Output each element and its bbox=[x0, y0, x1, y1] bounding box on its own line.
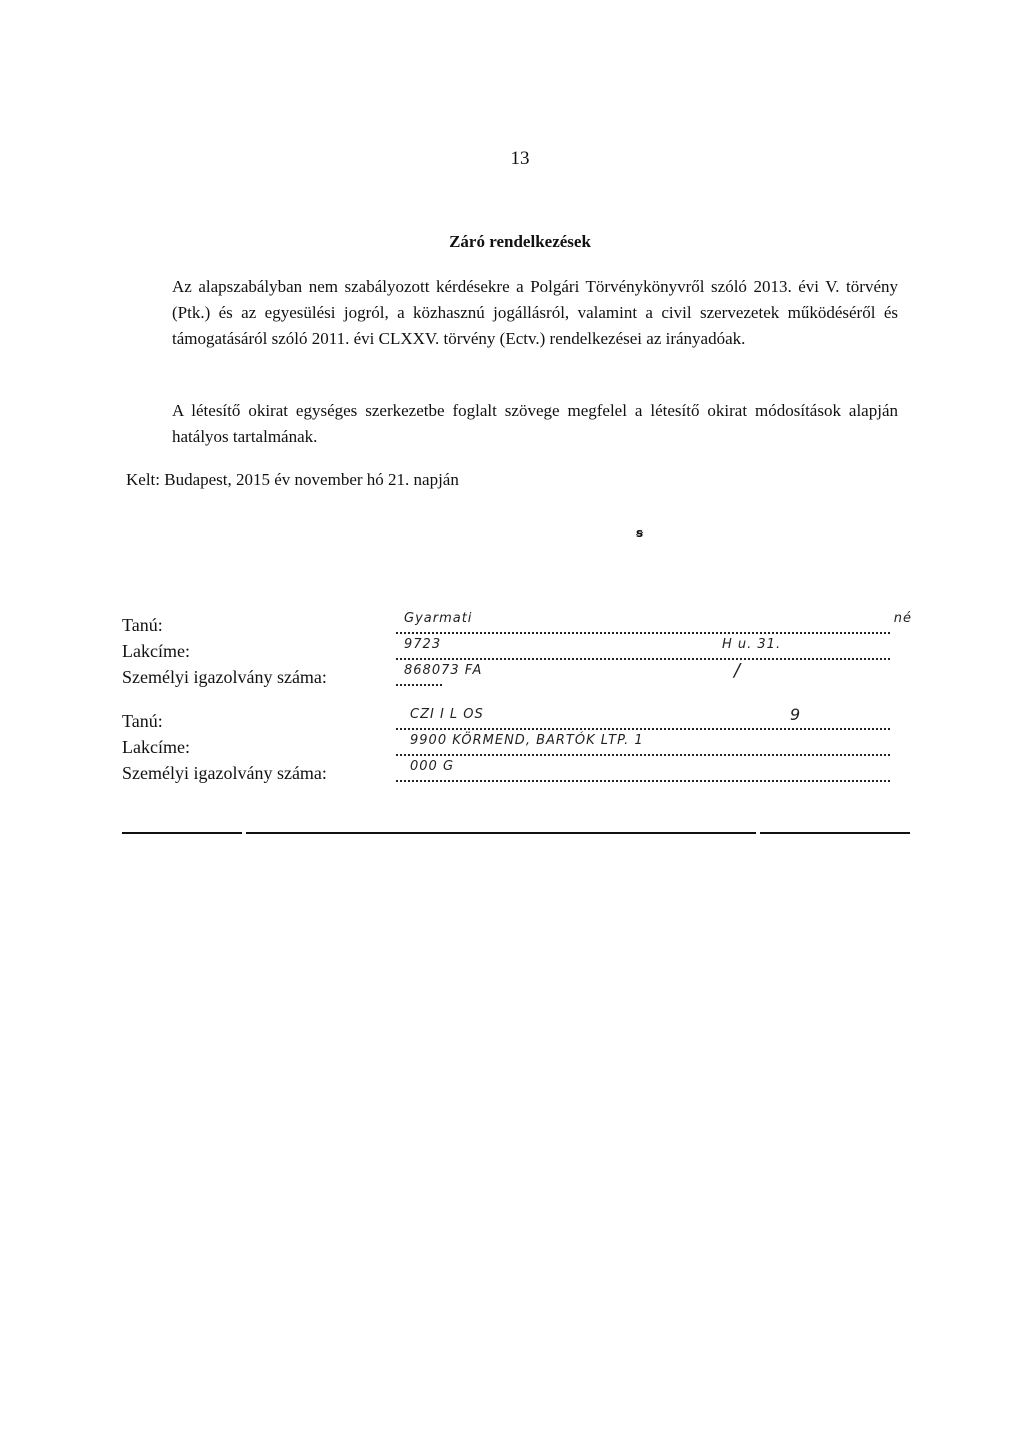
witness-id-row bbox=[122, 660, 912, 690]
witness-address-handwriting: 9723 bbox=[404, 637, 442, 652]
witness-address-handwriting-end: H u. 31. bbox=[722, 637, 782, 652]
section-title: Záró rendelkezések bbox=[449, 232, 591, 251]
date-place-line: Kelt: Budapest, 2015 év november hó 21. napján bbox=[126, 470, 459, 489]
witness-name-label: Tanú: bbox=[122, 615, 163, 635]
witness-name-handwriting: CZI I L OS bbox=[410, 707, 484, 722]
witness-address-handwriting: 9900 KÖRMEND, BARTÓK LTP. 1 bbox=[410, 733, 644, 748]
paragraph-consolidated-text: A létesítő okirat egységes szerkezetbe foglalt szövege megfelel a létesítő okirat módosítások alapján hatályos tartalmának. bbox=[172, 401, 898, 446]
witness-name-row bbox=[122, 612, 912, 638]
witness-name-handwriting: Gyarmati bbox=[404, 611, 473, 626]
witness-address-label: Lakcíme: bbox=[122, 641, 190, 661]
witness-id-label: Személyi igazolvány száma: bbox=[122, 763, 327, 783]
page-number: 13 bbox=[510, 148, 530, 169]
witness-id-handwriting: 868073 FA bbox=[404, 663, 483, 678]
witness-id-handwriting: 000 G bbox=[410, 759, 455, 774]
witness-name-label: Tanú: bbox=[122, 711, 163, 731]
bottom-rule-1 bbox=[122, 832, 242, 834]
bottom-rule-2 bbox=[246, 832, 756, 834]
address-line bbox=[396, 754, 890, 756]
witness-id-row bbox=[122, 760, 912, 786]
paragraph-applicable-law: Az alapszabályban nem szabályozott kérdésekre a Polgári Törvénykönyvről szóló 2013. évi V. törvény (Ptk.) és az egyesülési jogról, a közhasznú jogállásról, valamint a civil szervezetek működéséről és támogatásáról szóló 2011. évi CLXXV. törvény (Ectv.) rendelkezései az irányadóak. bbox=[172, 277, 898, 348]
stray-scan-mark: ꞩ bbox=[636, 526, 644, 540]
id-line bbox=[396, 780, 890, 782]
witness-address-label: Lakcíme: bbox=[122, 737, 190, 757]
witness-address-row bbox=[122, 734, 912, 760]
id-line bbox=[396, 684, 442, 686]
witness-id-handwriting-end: / bbox=[734, 660, 742, 681]
bottom-rule-3 bbox=[760, 832, 910, 834]
witness-block-2 bbox=[122, 705, 912, 786]
signature-line bbox=[396, 632, 890, 634]
witness-address-row bbox=[122, 638, 912, 664]
witness-block-1 bbox=[122, 612, 912, 690]
witness-name-handwriting-end: 9 bbox=[790, 705, 802, 724]
witness-name-handwriting-end: né bbox=[893, 611, 912, 626]
witness-id-label: Személyi igazolvány száma: bbox=[122, 667, 327, 687]
